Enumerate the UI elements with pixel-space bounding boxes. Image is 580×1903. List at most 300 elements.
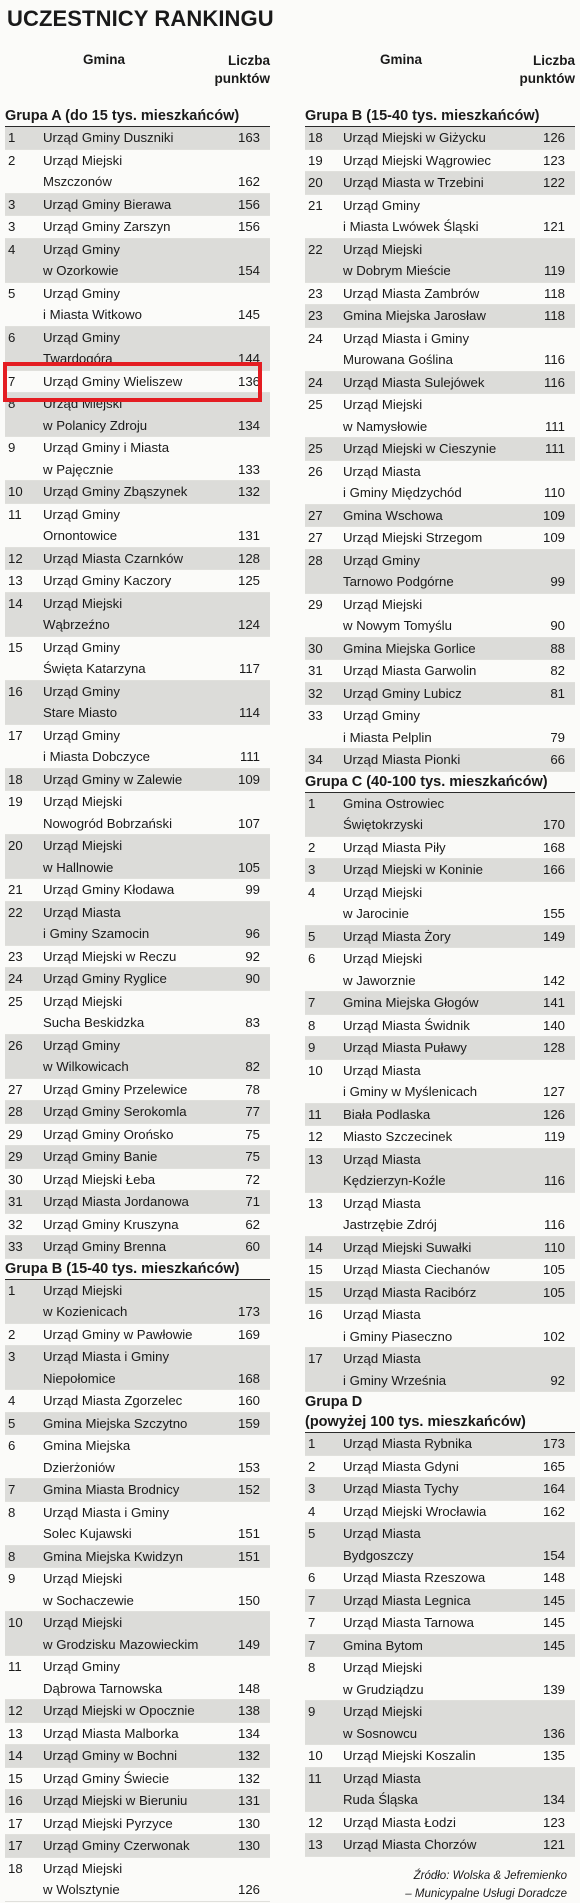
office-name (43, 791, 270, 834)
points-value: 82 (550, 663, 565, 678)
rank-number: 1 (8, 1282, 16, 1298)
office-name-line: Urząd Gminy (343, 708, 420, 723)
ranking-row (5, 1079, 270, 1102)
office-name-line: w Kozienicach (43, 1304, 128, 1319)
office-name-line: Urząd Gminy (43, 329, 120, 345)
rank-number: 13 (308, 1837, 323, 1852)
office-name-line: Gmina Bytom (343, 1637, 423, 1653)
ranking-row (5, 1768, 270, 1791)
office-name (43, 637, 270, 680)
office-name (343, 1433, 575, 1455)
rank-number: 7 (8, 1482, 16, 1497)
points-value: 173 (237, 1304, 260, 1319)
office-name (343, 1015, 575, 1037)
office-name-line: Urząd Miejski w Giżycku (343, 130, 486, 145)
office-name-line: Urząd Miasta (343, 1195, 421, 1211)
office-name-line: w Nowym Tomyślu (343, 618, 452, 633)
office-name-line: Urząd Gminy Przelewice (43, 1081, 188, 1097)
points-value: 150 (237, 1592, 260, 1608)
office-name (43, 1479, 270, 1501)
group-title: Grupa C (40-100 tys. mieszkańców) (305, 772, 575, 793)
office-name-line: w Jaworznie (343, 972, 416, 988)
ranking-row (305, 461, 575, 505)
ranking-row (5, 1502, 270, 1546)
ranking-row (5, 570, 270, 593)
points-value: 132 (237, 1770, 260, 1786)
points-value: 164 (542, 1481, 565, 1496)
office-name-line: Urząd Miasta Łodzi (343, 1814, 456, 1830)
ranking-row (5, 393, 270, 437)
right-groups (305, 106, 575, 1857)
office-name (343, 1590, 575, 1612)
ranking-row (305, 527, 575, 550)
office-name-line: Urząd Miasta Legnica (343, 1592, 471, 1608)
rank-number: 20 (8, 838, 23, 853)
rank-number: 26 (8, 1037, 23, 1053)
ranking-row (5, 1568, 270, 1612)
points-value: 105 (542, 1262, 565, 1277)
points-value: 75 (245, 1126, 260, 1142)
points-value: 90 (550, 618, 565, 633)
ranking-row (305, 372, 575, 395)
office-name (343, 1612, 575, 1634)
rank-number: 4 (308, 884, 316, 900)
office-name-line: w Sosnowcu (343, 1725, 418, 1741)
office-name (43, 283, 270, 326)
rank-number: 29 (308, 596, 323, 612)
office-name (343, 749, 575, 771)
points-value: 168 (237, 1370, 260, 1386)
office-name-line: Kędzierzyn-Koźle (343, 1173, 446, 1188)
rank-number: 6 (308, 1570, 316, 1585)
office-name-line: Urząd Gminy w Pawłowie (43, 1326, 193, 1342)
header-points-line2: punktów (214, 71, 270, 86)
office-name-line: Urząd Miasta Racibórz (343, 1284, 477, 1300)
rank-number: 29 (8, 1149, 23, 1164)
points-value: 117 (238, 661, 260, 676)
ranking-row (305, 505, 575, 528)
ranking-row (305, 1193, 575, 1237)
points-value: 79 (550, 729, 565, 745)
office-name-line: i Gminy Piaseczno (343, 1328, 453, 1344)
points-value: 173 (542, 1436, 565, 1451)
points-value: 110 (543, 485, 565, 500)
office-name (343, 150, 575, 172)
ranking-row (5, 902, 270, 946)
office-name (43, 216, 270, 238)
office-name-line: Urząd Miasta (343, 1351, 421, 1366)
ranking-row (305, 283, 575, 306)
office-name-line: Ruda Śląska (343, 1792, 418, 1807)
points-value: 81 (550, 685, 565, 701)
header-points (215, 52, 271, 88)
points-value: 122 (542, 175, 565, 190)
ranking-row (5, 1745, 270, 1768)
ranking-row (305, 394, 575, 438)
office-name (43, 968, 270, 990)
points-value: 116 (543, 1173, 565, 1188)
rank-number: 3 (8, 196, 16, 212)
ranking-row (5, 1169, 270, 1192)
rank-number: 3 (308, 862, 316, 877)
header-points (520, 52, 576, 88)
rank-number: 12 (8, 550, 23, 566)
rank-number: 16 (8, 1793, 23, 1808)
rank-number: 2 (308, 1458, 316, 1474)
office-name (43, 570, 270, 592)
points-value: 131 (237, 1793, 260, 1808)
office-name (43, 1835, 270, 1857)
points-value: 125 (237, 573, 260, 588)
office-name (343, 283, 575, 305)
ranking-row (5, 504, 270, 548)
header-points-line2: punktów (519, 71, 575, 86)
rank-number: 11 (8, 506, 22, 522)
points-value: 159 (237, 1415, 260, 1431)
ranking-row (5, 548, 270, 571)
rank-number: 1 (8, 130, 16, 145)
rank-number: 10 (8, 1615, 23, 1630)
office-name (343, 705, 575, 748)
rank-number: 4 (8, 241, 16, 257)
ranking-row (5, 1214, 270, 1237)
office-name (43, 127, 270, 149)
rank-number: 21 (308, 197, 323, 213)
ranking-row (5, 946, 270, 969)
points-value: 66 (550, 752, 565, 767)
points-value: 152 (237, 1482, 260, 1497)
rank-number: 30 (308, 640, 323, 656)
office-name-line: Urząd Gminy (43, 1037, 120, 1053)
office-name-line: Miasto Szczecinek (343, 1129, 453, 1144)
rank-number: 16 (308, 1307, 323, 1322)
office-name (343, 1456, 575, 1478)
ranking-row (5, 1413, 270, 1436)
source-note (297, 1867, 567, 1903)
ranking-row (305, 793, 575, 837)
office-name-line: Urząd Miejski w Opocznie (43, 1703, 195, 1718)
rank-number: 8 (8, 1504, 16, 1520)
ranking-row (305, 1612, 575, 1635)
office-name-line: Twardogóra (43, 351, 113, 366)
rank-number: 12 (308, 1814, 323, 1830)
office-name-line: Urząd Miejski Łeba (43, 1171, 156, 1187)
office-name-line: Urząd Miejski (43, 993, 123, 1009)
office-name-line: Urząd Gminy (43, 241, 120, 257)
office-name (343, 992, 575, 1014)
office-name-line: Urząd Miasta i Gminy (43, 1349, 170, 1364)
ranking-row (5, 637, 270, 681)
office-name-line: Urząd Gminy (43, 639, 120, 655)
office-name-line: Urząd Gminy Banie (43, 1149, 158, 1164)
points-value: 141 (542, 995, 565, 1010)
points-value: 71 (245, 1194, 260, 1209)
points-value: 156 (237, 196, 260, 212)
ranking-row (5, 725, 270, 769)
office-name (43, 902, 270, 945)
points-value: 126 (237, 1882, 260, 1897)
office-name (43, 1790, 270, 1812)
rank-number: 17 (8, 727, 23, 743)
ranking-row (5, 371, 270, 394)
office-name-line: Jastrzębie Zdrój (343, 1217, 437, 1232)
office-name (43, 946, 270, 968)
ranking-row (5, 1146, 270, 1169)
rank-number: 33 (8, 1239, 23, 1254)
office-name-line: Urząd Miejski (43, 1282, 123, 1298)
rank-number: 10 (308, 1062, 323, 1078)
office-name-line: Urząd Gminy (43, 285, 120, 301)
office-name-line: Urząd Miejski (43, 595, 123, 611)
office-name-line: Gmina Miejska Kwidzyn (43, 1548, 183, 1564)
office-name (343, 1657, 575, 1700)
ranking-row (305, 1259, 575, 1282)
office-name-line: Urząd Gminy Kaczory (43, 573, 172, 588)
office-name-line: Urząd Gminy Bierawa (43, 196, 172, 212)
ranking-row (5, 1101, 270, 1124)
rank-number: 17 (8, 1838, 23, 1853)
points-value: 109 (237, 771, 260, 787)
office-name-line: Urząd Miasta w Trzebini (343, 175, 484, 190)
points-value: 162 (237, 174, 260, 189)
ranking-row (5, 991, 270, 1035)
right-column-header (305, 44, 575, 106)
rank-number: 23 (308, 285, 323, 301)
office-name-line: Urząd Gminy Serokomla (43, 1104, 187, 1119)
office-name-line: Sucha Beskidzka (43, 1015, 145, 1030)
office-name-line: Urząd Gminy w Zalewie (43, 771, 183, 787)
ranking-row (305, 660, 575, 683)
points-value: 134 (237, 417, 260, 433)
ranking-row (5, 1546, 270, 1569)
rank-number: 5 (8, 1415, 16, 1431)
office-name (343, 1104, 575, 1126)
office-name-line: Urząd Gminy (343, 552, 420, 568)
rank-number: 23 (8, 948, 23, 964)
office-name (43, 1346, 270, 1389)
points-value: 168 (542, 839, 565, 855)
office-name (43, 1390, 270, 1412)
office-name-line: Urząd Miejski Suwałki (343, 1239, 472, 1255)
ranking-row (305, 1015, 575, 1038)
points-value: 92 (550, 1372, 565, 1388)
ranking-row (5, 593, 270, 637)
points-value: 77 (245, 1104, 260, 1119)
office-name (343, 882, 575, 925)
ranking-row (305, 837, 575, 860)
office-name-line: Urząd Miasta Rzeszowa (343, 1570, 486, 1585)
office-name-line: Urząd Miejski (343, 596, 423, 612)
rank-number: 18 (308, 130, 323, 145)
rank-number: 13 (8, 573, 23, 588)
office-name-line: w Polanicy Zdroju (43, 417, 148, 433)
office-name-line: Urząd Gminy Orońsko (43, 1126, 174, 1142)
office-name (43, 1700, 270, 1722)
points-value: 116 (543, 1217, 565, 1232)
ranking-row (305, 1126, 575, 1149)
office-name (43, 371, 270, 393)
points-value: 126 (542, 1106, 565, 1122)
office-name-line: Gmina Ostrowiec (343, 795, 445, 811)
office-name-line: i Miasta Lwówek Śląski (343, 219, 479, 234)
ranking-row (5, 216, 270, 239)
points-value: 110 (543, 1239, 565, 1255)
points-value: 83 (245, 1015, 260, 1030)
office-name-line: w Grodzisku Mazowieckim (43, 1636, 199, 1652)
rank-number: 15 (8, 1770, 23, 1786)
ranking-row (305, 1237, 575, 1260)
rank-number: 28 (308, 552, 323, 568)
points-value: 119 (543, 263, 565, 278)
office-name (343, 1060, 575, 1103)
points-value: 96 (245, 926, 260, 941)
header-gmina: Gmina (380, 52, 423, 67)
source-line1: Źródło: Wolska & Jefremienko (413, 1869, 567, 1882)
points-value: 88 (550, 640, 565, 656)
office-name (343, 859, 575, 881)
ranking-row (5, 150, 270, 194)
office-name-line: i Gminy w Myślenicach (343, 1084, 478, 1099)
rank-number: 22 (8, 904, 23, 920)
ranking-row (305, 195, 575, 239)
office-name-line: Urząd Gminy w Bochni (43, 1748, 178, 1763)
office-name (43, 1568, 270, 1611)
rank-number: 16 (8, 683, 23, 699)
office-name (343, 837, 575, 859)
rank-number: 24 (308, 374, 323, 390)
group-title (305, 1392, 575, 1433)
rank-number: 8 (308, 1660, 316, 1675)
points-value: 148 (237, 1680, 260, 1696)
office-name-line: Urząd Miasta Garwolin (343, 663, 477, 678)
rank-number: 12 (8, 1703, 23, 1718)
office-name (343, 1126, 575, 1148)
points-value: 139 (542, 1681, 565, 1697)
ranking-row (305, 328, 575, 372)
rank-number: 9 (308, 1040, 316, 1055)
office-name (43, 681, 270, 724)
ranking-row (5, 1236, 270, 1259)
office-name (43, 1768, 270, 1790)
points-value: 118 (543, 308, 565, 323)
ranking-row (305, 1657, 575, 1701)
ranking-row (305, 1635, 575, 1658)
office-name-line: Urząd Miasta (343, 1307, 421, 1322)
office-name (43, 1079, 270, 1101)
office-name (343, 239, 575, 282)
ranking-row (5, 1835, 270, 1858)
ranking-row (305, 1768, 575, 1812)
office-name-line: Urząd Gminy Świecie (43, 1770, 170, 1786)
office-name (43, 393, 270, 436)
office-name-line: Urząd Gminy Czerwonak (43, 1838, 190, 1853)
office-name-line: Urząd Miasta Pionki (343, 752, 461, 767)
office-name (43, 1858, 270, 1901)
office-name-line: w Grudziądzu (343, 1681, 424, 1697)
ranking-row (5, 1656, 270, 1700)
points-value: 160 (237, 1393, 260, 1408)
office-name-line: Urząd Gminy (43, 506, 120, 522)
office-name-line: Gmina Miejska Szczytno (43, 1415, 188, 1431)
points-value: 130 (237, 1838, 260, 1853)
office-name-line: Urząd Miejski w Koninie (343, 862, 483, 877)
office-name (43, 769, 270, 791)
points-value: 135 (542, 1748, 565, 1763)
office-name (43, 879, 270, 901)
office-name-line: Tarnowo Podgórne (343, 574, 454, 589)
office-name (43, 991, 270, 1034)
rank-number: 3 (8, 1349, 16, 1364)
points-value: 130 (237, 1815, 260, 1831)
office-name-line: Świętokrzyski (343, 817, 423, 832)
rank-number: 25 (308, 397, 323, 412)
points-value: 166 (542, 862, 565, 877)
office-name-line: Gmina Miejska (43, 1438, 131, 1453)
office-name-line: Urząd Miasta i Gminy (43, 1504, 170, 1520)
rank-number: 11 (308, 1106, 322, 1122)
points-value: 136 (237, 373, 260, 389)
ranking-row (305, 438, 575, 461)
office-name (343, 638, 575, 660)
points-value: 123 (542, 152, 565, 168)
office-name (343, 328, 575, 371)
ranking-row (5, 1700, 270, 1723)
office-name-line: Ornontowice (43, 528, 118, 543)
points-value: 109 (542, 507, 565, 523)
ranking-row (305, 1523, 575, 1567)
points-value: 149 (237, 1636, 260, 1652)
office-name-line: Niepołomice (43, 1370, 116, 1386)
ranking-row (5, 1035, 270, 1079)
ranking-row (305, 1060, 575, 1104)
office-name-line: Dzierżoniów (43, 1459, 115, 1475)
ranking-row (5, 968, 270, 991)
source-line2: – Municypalne Usługi Doradcze (405, 1887, 567, 1900)
office-name (43, 194, 270, 216)
office-name (43, 1124, 270, 1146)
office-name-line: Urząd Miasta Czarnków (43, 550, 183, 566)
points-value: 132 (237, 484, 260, 499)
points-value: 72 (245, 1171, 260, 1187)
office-name (43, 835, 270, 878)
rank-number: 3 (8, 219, 16, 234)
office-name (43, 1101, 270, 1123)
points-value: 127 (542, 1084, 565, 1099)
ranking-row (5, 327, 270, 371)
office-name-line: Urząd Miejski w Cieszynie (343, 441, 497, 456)
points-value: 128 (237, 550, 260, 566)
points-value: 121 (542, 219, 565, 234)
office-name-line: Urząd Miasta Puławy (343, 1040, 467, 1055)
office-name (343, 550, 575, 593)
office-name-line: w Pajęcznie (43, 461, 114, 477)
office-name-line: Urząd Miejski Pyrzyce (43, 1815, 173, 1831)
office-name (343, 683, 575, 705)
office-name (43, 1813, 270, 1835)
ranking-row (5, 1479, 270, 1502)
rank-number: 7 (308, 1637, 316, 1653)
rank-number: 19 (8, 794, 23, 809)
office-name-line: Urząd Miasta (343, 1770, 421, 1786)
rank-number: 7 (308, 1615, 316, 1630)
office-name-line: Urząd Miejski (343, 884, 423, 900)
office-name (43, 593, 270, 636)
rank-number: 26 (308, 463, 323, 479)
office-name-line: Urząd Miasta Piły (343, 839, 446, 855)
office-name-line: Urząd Miasta (343, 463, 421, 479)
points-value: 145 (237, 307, 260, 322)
office-name (343, 594, 575, 637)
